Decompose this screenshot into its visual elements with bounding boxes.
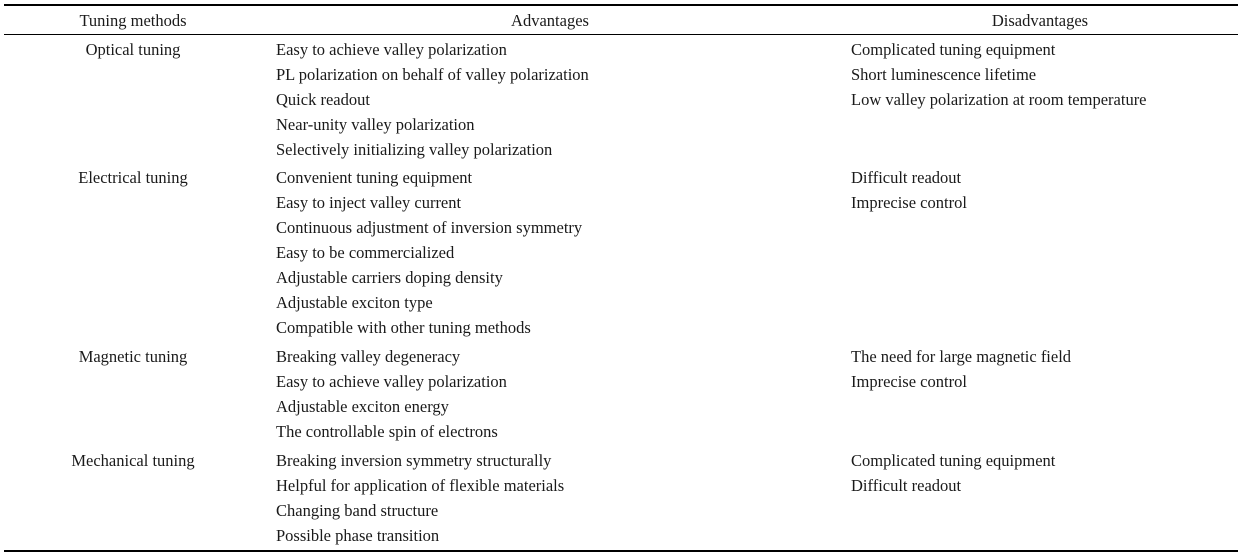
- list-item: Continuous adjustment of inversion symmetry: [276, 218, 583, 237]
- row-advantages-mechanical: [276, 448, 564, 548]
- list-item: Compatible with other tuning methods: [276, 318, 531, 337]
- table-top-rule: [4, 4, 1238, 6]
- header-advantages: Advantages: [511, 11, 589, 30]
- list-item: PL polarization on behalf of valley polarization: [276, 65, 589, 84]
- list-item: Easy to achieve valley polarization: [276, 372, 507, 391]
- list-item: Near-unity valley polarization: [276, 115, 475, 134]
- row-method-optical: Optical tuning: [85, 40, 181, 59]
- list-item: Imprecise control: [851, 372, 967, 391]
- row-method-magnetic: Magnetic tuning: [78, 347, 188, 366]
- list-item: Breaking valley degeneracy: [276, 347, 461, 366]
- list-item: Complicated tuning equipment: [851, 40, 1056, 59]
- list-item: Imprecise control: [851, 193, 967, 212]
- list-item: Selectively initializing valley polarization: [276, 140, 553, 159]
- row-advantages-electrical: [276, 165, 582, 340]
- list-item: Difficult readout: [851, 476, 962, 495]
- list-item: Easy to be commercialized: [276, 243, 455, 262]
- list-item: The controllable spin of electrons: [276, 422, 498, 441]
- row-disadvantages-optical: [851, 37, 1147, 112]
- list-item: The need for large magnetic field: [851, 347, 1072, 366]
- list-item: Low valley polarization at room temperature: [851, 90, 1147, 109]
- header-disadvantages: Disadvantages: [991, 11, 1089, 30]
- row-method-mechanical: Mechanical tuning: [71, 451, 195, 470]
- list-item: Complicated tuning equipment: [851, 451, 1056, 470]
- row-disadvantages-electrical: [851, 165, 967, 215]
- row-method-electrical: Electrical tuning: [78, 168, 188, 187]
- list-item: Convenient tuning equipment: [276, 168, 473, 187]
- list-item: Adjustable exciton type: [276, 293, 433, 312]
- list-item: Easy to achieve valley polarization: [276, 40, 507, 59]
- list-item: Easy to inject valley current: [276, 193, 462, 212]
- list-item: Changing band structure: [276, 501, 439, 520]
- list-item: Breaking inversion symmetry structurally: [276, 451, 552, 470]
- row-advantages-magnetic: [276, 344, 507, 444]
- list-item: Quick readout: [276, 90, 370, 109]
- list-item: Difficult readout: [851, 168, 962, 187]
- table-header-rule: [4, 34, 1238, 35]
- table-bottom-rule: [4, 550, 1238, 552]
- list-item: Short luminescence lifetime: [851, 65, 1037, 84]
- list-item: Adjustable exciton energy: [276, 397, 449, 416]
- row-disadvantages-mechanical: [851, 448, 1055, 498]
- row-disadvantages-magnetic: [851, 344, 1071, 394]
- header-tuning-methods: Tuning methods: [79, 11, 187, 30]
- list-item: Possible phase transition: [276, 526, 440, 545]
- row-advantages-optical: [276, 37, 589, 162]
- list-item: Helpful for application of flexible materials: [276, 476, 565, 495]
- list-item: Adjustable carriers doping density: [276, 268, 503, 287]
